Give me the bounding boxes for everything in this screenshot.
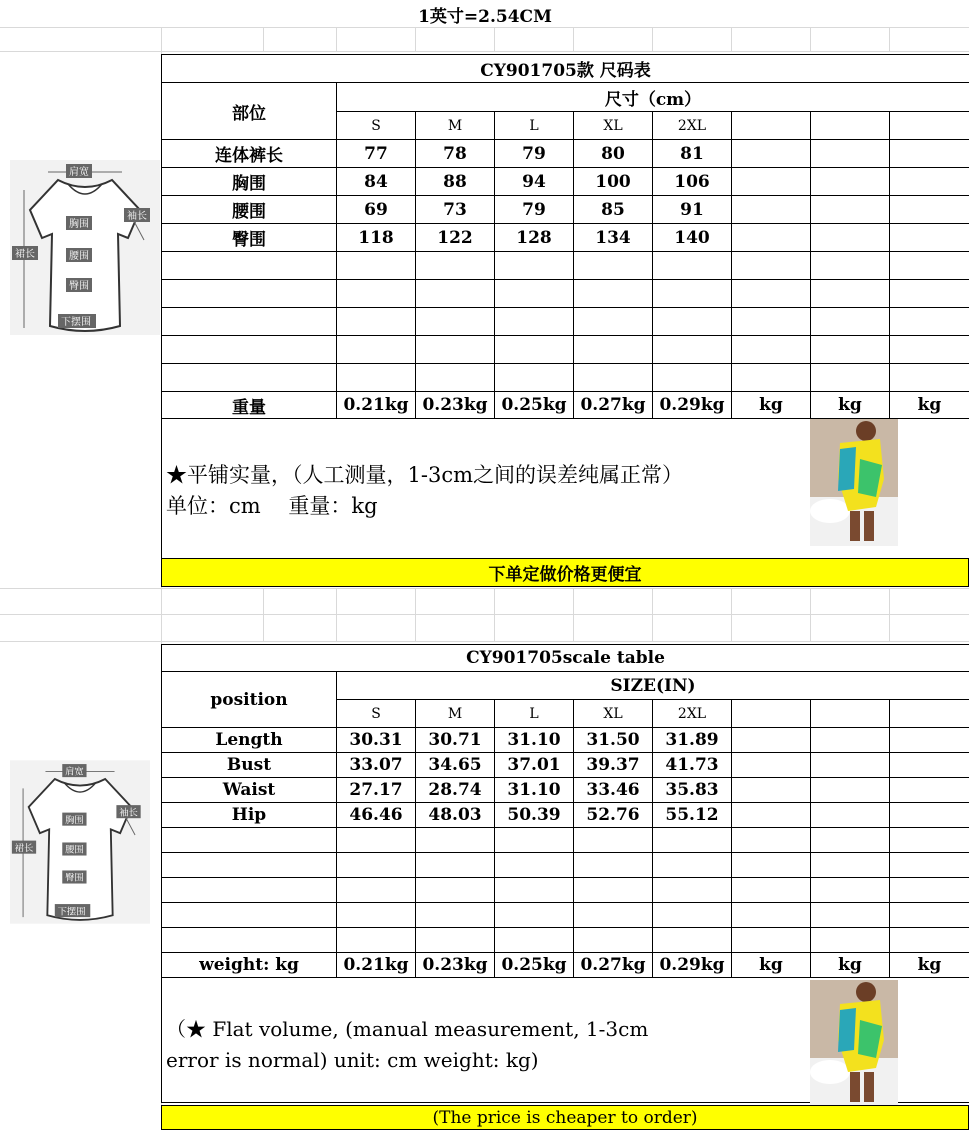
measure-value xyxy=(415,827,495,853)
measure-value: 81 xyxy=(652,139,732,168)
measure-name xyxy=(161,251,337,280)
measure-value xyxy=(494,902,574,928)
weight-value: kg xyxy=(731,952,811,978)
weight-label: weight: kg xyxy=(161,952,337,978)
measure-value xyxy=(573,335,653,364)
diagram-label-waist: 腰围 xyxy=(69,251,89,262)
measure-value xyxy=(336,335,416,364)
measure-value xyxy=(889,777,969,803)
measure-value: 80 xyxy=(573,139,653,168)
measure-value xyxy=(810,852,890,878)
measure-value xyxy=(810,752,890,778)
size-header: S xyxy=(336,699,416,728)
measure-value: 35.83 xyxy=(652,777,732,803)
measure-value xyxy=(573,927,653,953)
measure-name xyxy=(161,877,337,903)
measure-value xyxy=(336,363,416,392)
measure-value: 31.10 xyxy=(494,777,574,803)
measure-name: Length xyxy=(161,727,337,753)
measure-value: 33.46 xyxy=(573,777,653,803)
measure-value xyxy=(415,251,495,280)
measure-value xyxy=(652,877,732,903)
measure-name xyxy=(161,852,337,878)
size-header xyxy=(889,111,969,140)
measure-value xyxy=(652,279,732,308)
weight-value: 0.29kg xyxy=(652,391,732,419)
diagram-label-dress-length: 裙长 xyxy=(15,249,35,260)
measure-value xyxy=(889,363,969,392)
measure-value xyxy=(889,223,969,252)
part-label: position xyxy=(161,671,337,728)
diagram-label-hem: 下摆围 xyxy=(61,317,91,328)
measure-value xyxy=(889,139,969,168)
measure-value xyxy=(810,827,890,853)
table-title: CY901705scale table xyxy=(161,644,969,672)
measure-value xyxy=(731,195,811,224)
measure-value xyxy=(494,363,574,392)
note-en xyxy=(166,1014,648,1076)
measure-value xyxy=(494,927,574,953)
weight-value: 0.23kg xyxy=(415,952,495,978)
size-header: 2XL xyxy=(652,111,732,140)
model-photo xyxy=(810,419,898,546)
diagram-label-hip: 臀围 xyxy=(69,281,89,292)
measure-value: 27.17 xyxy=(336,777,416,803)
note-cn xyxy=(166,460,683,522)
measure-name: Waist xyxy=(161,777,337,803)
measure-value: 28.74 xyxy=(415,777,495,803)
measure-value: 33.07 xyxy=(336,752,416,778)
garment-measure-diagram-en xyxy=(10,757,150,927)
measure-value xyxy=(415,307,495,336)
measure-value xyxy=(810,279,890,308)
measure-value xyxy=(731,802,811,828)
part-label: 部位 xyxy=(161,82,337,140)
measure-value xyxy=(731,852,811,878)
measure-value xyxy=(889,877,969,903)
measure-value xyxy=(652,827,732,853)
footer-banner-en: (The price is cheaper to order) xyxy=(161,1105,969,1130)
measure-value xyxy=(731,251,811,280)
measure-value: 30.71 xyxy=(415,727,495,753)
measure-value xyxy=(810,335,890,364)
measure-value xyxy=(889,927,969,953)
measure-value xyxy=(573,251,653,280)
diagram-label-sleeve: 袖长 xyxy=(127,211,147,222)
measure-value: 55.12 xyxy=(652,802,732,828)
measure-value xyxy=(336,852,416,878)
measure-value xyxy=(573,877,653,903)
measure-value: 31.10 xyxy=(494,727,574,753)
weight-value: 0.27kg xyxy=(573,391,653,419)
weight-value: kg xyxy=(810,952,890,978)
measure-value xyxy=(810,307,890,336)
measure-value xyxy=(810,802,890,828)
conversion-header: 1英寸=2.54CM xyxy=(418,6,552,27)
measure-value xyxy=(573,279,653,308)
measure-value xyxy=(889,279,969,308)
weight-value: kg xyxy=(889,391,969,419)
measure-value: 106 xyxy=(652,167,732,196)
measure-value xyxy=(573,827,653,853)
measure-value xyxy=(810,251,890,280)
measure-value: 50.39 xyxy=(494,802,574,828)
weight-value: 0.21kg xyxy=(336,952,416,978)
measure-value xyxy=(889,852,969,878)
size-header: L xyxy=(494,699,574,728)
measure-value xyxy=(336,927,416,953)
measure-value: 37.01 xyxy=(494,752,574,778)
measure-name: 连体裤长 xyxy=(161,139,337,168)
measure-value xyxy=(889,802,969,828)
measure-value: 31.89 xyxy=(652,727,732,753)
measure-name: Bust xyxy=(161,752,337,778)
measure-value: 118 xyxy=(336,223,416,252)
measure-value xyxy=(810,777,890,803)
weight-value: 0.25kg xyxy=(494,952,574,978)
measure-value xyxy=(810,727,890,753)
measure-value xyxy=(336,251,416,280)
size-unit-label: 尺寸（cm） xyxy=(336,82,969,112)
model-photo-en xyxy=(810,980,898,1107)
measure-value xyxy=(731,827,811,853)
measure-value xyxy=(652,307,732,336)
size-header: M xyxy=(415,111,495,140)
measure-value xyxy=(415,279,495,308)
measure-value xyxy=(494,877,574,903)
measure-value xyxy=(652,927,732,953)
measure-value xyxy=(810,223,890,252)
measure-name: Hip xyxy=(161,802,337,828)
note-en-line2: error is normal) unit: cm weight: kg) xyxy=(166,1048,539,1072)
size-unit-label: SIZE(IN) xyxy=(336,671,969,700)
size-header: L xyxy=(494,111,574,140)
measure-name xyxy=(161,307,337,336)
measure-value xyxy=(573,363,653,392)
svg-text:裙长: 裙长 xyxy=(14,842,34,854)
measure-value xyxy=(652,902,732,928)
note-cn-line1: ★平铺实量，（人工测量，1-3cm之间的误差纯属正常） xyxy=(166,463,683,487)
measure-value xyxy=(415,335,495,364)
measure-value xyxy=(336,307,416,336)
measure-value xyxy=(415,877,495,903)
measure-value xyxy=(889,827,969,853)
measure-value: 91 xyxy=(652,195,732,224)
measure-name xyxy=(161,335,337,364)
measure-value xyxy=(652,251,732,280)
weight-label: 重量 xyxy=(161,391,337,419)
weight-value: 0.23kg xyxy=(415,391,495,419)
measure-value xyxy=(731,167,811,196)
measure-value xyxy=(652,852,732,878)
measure-value xyxy=(494,251,574,280)
measure-value xyxy=(573,307,653,336)
measure-value xyxy=(494,279,574,308)
measure-value xyxy=(336,902,416,928)
measure-value xyxy=(415,902,495,928)
measure-value: 78 xyxy=(415,139,495,168)
measure-value: 85 xyxy=(573,195,653,224)
measure-value: 34.65 xyxy=(415,752,495,778)
measure-value: 41.73 xyxy=(652,752,732,778)
measure-value xyxy=(573,902,653,928)
measure-value xyxy=(889,902,969,928)
measure-value xyxy=(889,752,969,778)
measure-name: 臀围 xyxy=(161,223,337,252)
size-header xyxy=(810,111,890,140)
measure-value xyxy=(731,139,811,168)
measure-name: 胸围 xyxy=(161,167,337,196)
measure-name: 腰围 xyxy=(161,195,337,224)
measure-value xyxy=(731,927,811,953)
table-title: CY901705款 尺码表 xyxy=(161,54,969,83)
footer-banner-cn: 下单定做价格更便宜 xyxy=(161,558,969,587)
measure-value xyxy=(810,195,890,224)
measure-value: 31.50 xyxy=(573,727,653,753)
svg-text:下摆围: 下摆围 xyxy=(57,906,86,918)
weight-value: kg xyxy=(731,391,811,419)
measure-value xyxy=(731,307,811,336)
measure-value xyxy=(652,335,732,364)
diagram-label-bust: 胸围 xyxy=(69,219,89,230)
measure-value xyxy=(810,902,890,928)
measure-value xyxy=(889,195,969,224)
svg-text:臀围: 臀围 xyxy=(65,872,84,884)
measure-value: 30.31 xyxy=(336,727,416,753)
size-header: 2XL xyxy=(652,699,732,728)
measure-value xyxy=(889,307,969,336)
measure-value: 77 xyxy=(336,139,416,168)
measure-value: 94 xyxy=(494,167,574,196)
measure-value xyxy=(336,279,416,308)
measure-value xyxy=(810,877,890,903)
measure-value xyxy=(731,902,811,928)
measure-value xyxy=(731,877,811,903)
measure-value: 100 xyxy=(573,167,653,196)
measure-value: 69 xyxy=(336,195,416,224)
measure-value xyxy=(415,363,495,392)
diagram-label-shoulder: 肩宽 xyxy=(69,167,89,178)
measure-value xyxy=(810,363,890,392)
weight-value: 0.27kg xyxy=(573,952,653,978)
weight-value: 0.25kg xyxy=(494,391,574,419)
measure-name xyxy=(161,279,337,308)
measure-value: 88 xyxy=(415,167,495,196)
measure-value xyxy=(731,335,811,364)
weight-value: kg xyxy=(810,391,890,419)
measure-value xyxy=(731,727,811,753)
measure-value: 84 xyxy=(336,167,416,196)
size-header: XL xyxy=(573,111,653,140)
size-header xyxy=(731,111,811,140)
measure-value xyxy=(652,363,732,392)
measure-value: 140 xyxy=(652,223,732,252)
measure-value xyxy=(494,307,574,336)
size-header xyxy=(889,699,969,728)
measure-value: 134 xyxy=(573,223,653,252)
weight-value: kg xyxy=(889,952,969,978)
note-en-line1: （★ Flat volume, (manual measurement, 1-3cm xyxy=(166,1017,649,1041)
svg-text:袖长: 袖长 xyxy=(119,807,138,819)
measure-value xyxy=(889,335,969,364)
measure-value: 39.37 xyxy=(573,752,653,778)
svg-text:肩宽: 肩宽 xyxy=(65,766,84,778)
size-header: S xyxy=(336,111,416,140)
measure-value xyxy=(810,167,890,196)
measure-value: 79 xyxy=(494,195,574,224)
measure-value: 79 xyxy=(494,139,574,168)
size-header: XL xyxy=(573,699,653,728)
svg-text:胸围: 胸围 xyxy=(65,814,84,826)
measure-value xyxy=(494,852,574,878)
measure-name xyxy=(161,927,337,953)
measure-value xyxy=(415,852,495,878)
weight-value: 0.21kg xyxy=(336,391,416,419)
measure-value: 128 xyxy=(494,223,574,252)
size-header xyxy=(810,699,890,728)
svg-text:腰围: 腰围 xyxy=(65,844,84,856)
measure-value xyxy=(731,752,811,778)
weight-value: 0.29kg xyxy=(652,952,732,978)
measure-value xyxy=(336,827,416,853)
measure-value xyxy=(494,335,574,364)
garment-measure-diagram xyxy=(10,160,160,335)
measure-value xyxy=(573,852,653,878)
measure-name xyxy=(161,363,337,392)
measure-value: 52.76 xyxy=(573,802,653,828)
measure-value xyxy=(731,363,811,392)
measure-value xyxy=(336,877,416,903)
measure-value: 48.03 xyxy=(415,802,495,828)
measure-value xyxy=(731,279,811,308)
measure-value xyxy=(494,827,574,853)
measure-value xyxy=(415,927,495,953)
size-header xyxy=(731,699,811,728)
measure-value xyxy=(889,251,969,280)
measure-value: 122 xyxy=(415,223,495,252)
measure-value xyxy=(810,139,890,168)
measure-value: 46.46 xyxy=(336,802,416,828)
measure-value xyxy=(889,167,969,196)
measure-value xyxy=(731,223,811,252)
measure-value xyxy=(731,777,811,803)
measure-value xyxy=(889,727,969,753)
measure-name xyxy=(161,902,337,928)
measure-value xyxy=(810,927,890,953)
measure-name xyxy=(161,827,337,853)
size-header: M xyxy=(415,699,495,728)
note-cn-line2: 单位：cm 重量：kg xyxy=(166,494,378,518)
measure-value: 73 xyxy=(415,195,495,224)
